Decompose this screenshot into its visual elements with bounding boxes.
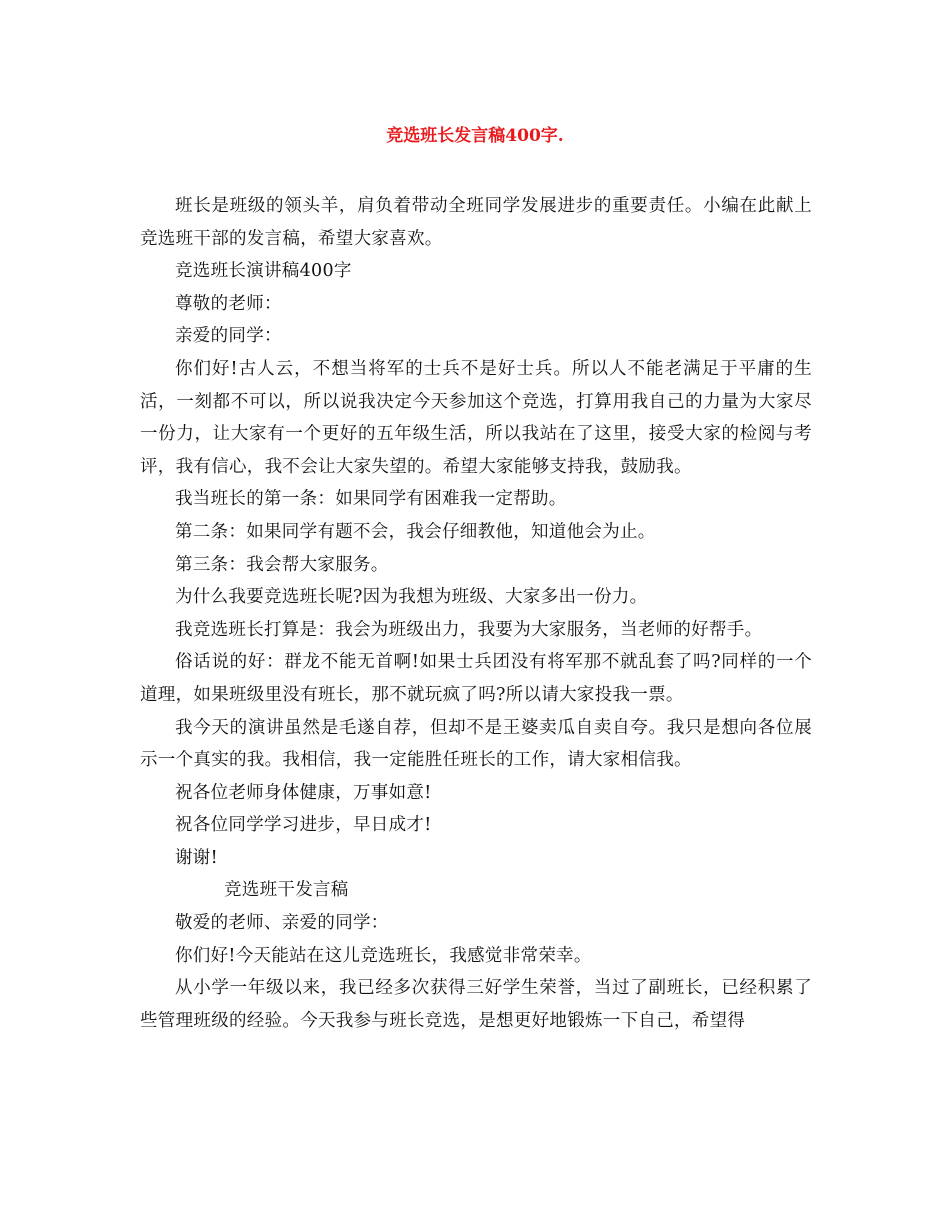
paragraph-self-recommend: 我今天的演讲虽然是毛遂自荐，但却不是王婆卖瓜自卖自夸。我只是想向各位展示一个真实的我。我相信，我一定能胜任班长的工作，请大家相信我。 (140, 717, 812, 771)
paragraph-subtitle-2: 竞选班干发言稿 (224, 880, 349, 901)
paragraph-reason: 为什么我要竞选班长呢?因为我想为班级、大家多出一份力。 (175, 587, 648, 608)
paragraph-opening: 你们好!古人云，不想当将军的士兵不是好士兵。所以人不能老满足于平庸的生活，一刻都不可以，所以说我决定今天参加这个竞选，打算用我自己的力量为大家尽一份力，让大家有一个更好的五年级生活，所以我站在了这里，接受大家的检阅与考评，我有信心，我不会让大家失望的。希望大家能够支持我，鼓励我。 (140, 358, 812, 477)
document-title: 竞选班长发言稿400字. (386, 126, 564, 146)
paragraph-intro: 班长是班级的领头羊，肩负着带动全班同学发展进步的重要责任。小编在此献上竞选班干部的发言稿，希望大家喜欢。 (140, 196, 812, 249)
paragraph-point-2: 第二条：如果同学有题不会，我会仔细教他，知道他会为止。 (175, 521, 656, 542)
paragraph-subtitle-1: 竞选班长演讲稿400字 (175, 261, 352, 282)
paragraph-thanks: 谢谢! (175, 847, 218, 868)
paragraph-greeting-students: 亲爱的同学： (175, 326, 282, 347)
paragraph-opening-2: 你们好!今天能站在这儿竞选班长，我感觉非常荣幸。 (175, 945, 592, 966)
document-body (140, 190, 812, 1037)
paragraph-plan: 我竞选班长打算是：我会为班级出力，我要为大家服务，当老师的好帮手。 (175, 619, 763, 640)
paragraph-greeting-2: 敬爱的老师、亲爱的同学： (175, 913, 389, 934)
paragraph-saying: 俗话说的好：群龙不能无首啊!如果士兵团没有将军那不就乱套了吗?同样的一个道理，如果班级里没有班长，那不就玩疯了吗?所以请大家投我一票。 (140, 652, 812, 705)
paragraph-greeting-teacher: 尊敬的老师： (175, 293, 282, 314)
paragraph-point-3: 第三条：我会帮大家服务。 (175, 554, 389, 575)
paragraph-point-1: 我当班长的第一条：如果同学有困难我一定帮助。 (175, 489, 567, 510)
paragraph-wish-students: 祝各位同学学习进步，早日成才! (175, 815, 432, 836)
paragraph-wish-teachers: 祝各位老师身体健康，万事如意! (175, 782, 432, 803)
paragraph-experience: 从小学一年级以来，我已经多次获得三好学生荣誉，当过了副班长，已经积累了些管理班级的经验。今天我参与班长竞选，是想更好地锻炼一下自己，希望得 (140, 978, 812, 1031)
